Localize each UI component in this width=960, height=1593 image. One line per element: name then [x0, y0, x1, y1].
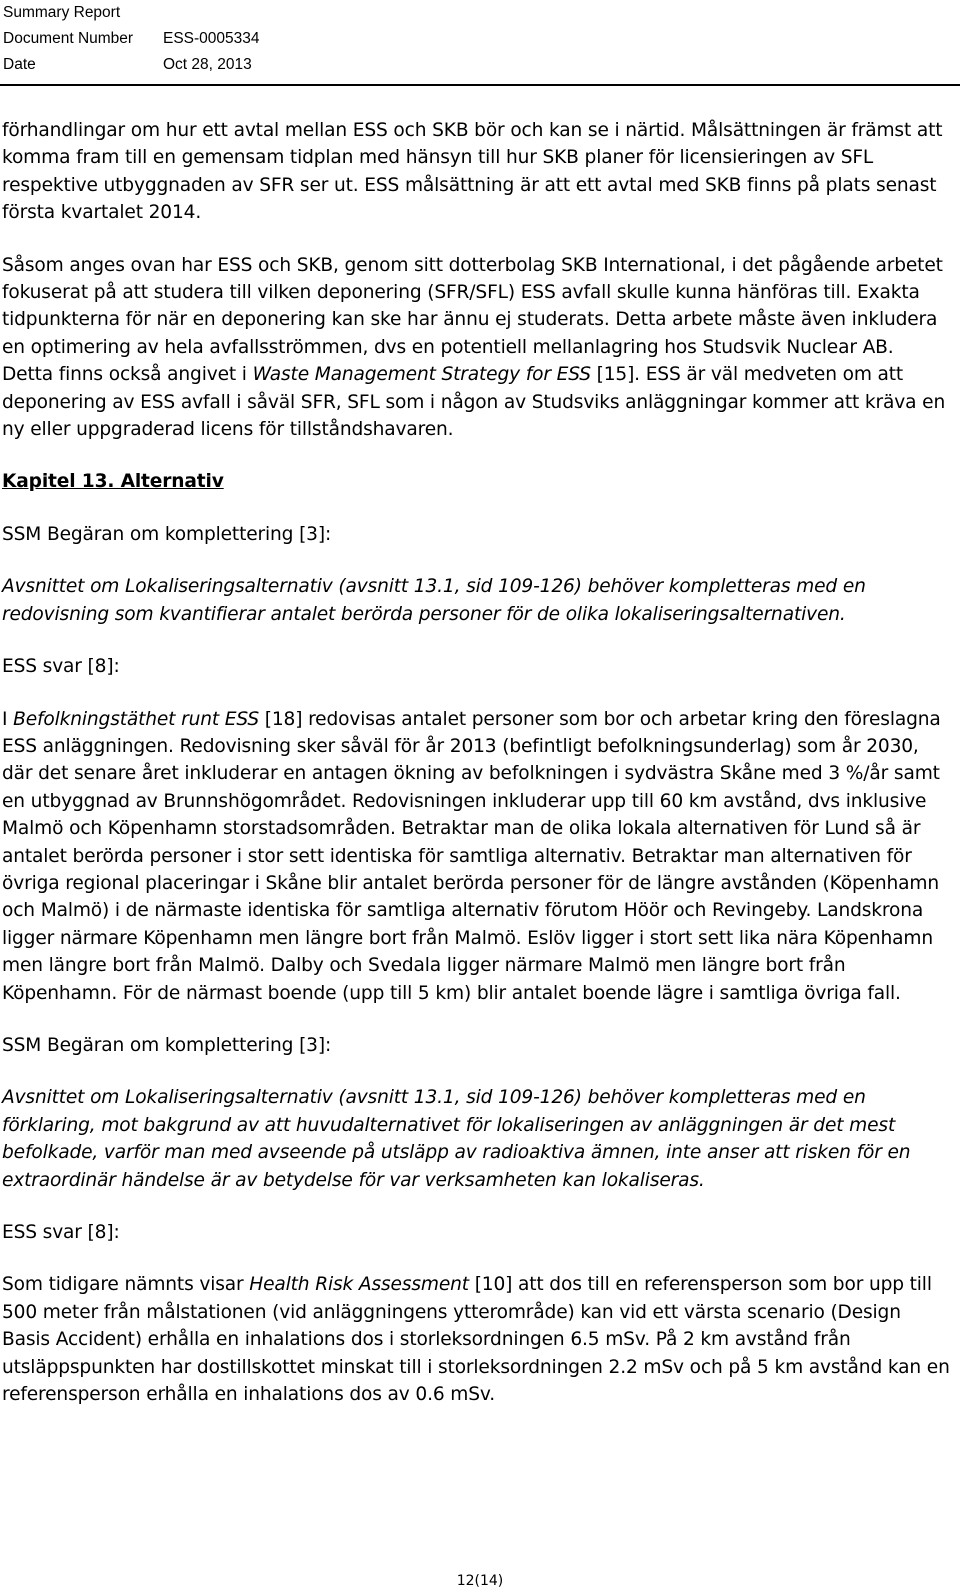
- page-header: [3, 0, 953, 78]
- paragraph-deposition: [2, 252, 950, 444]
- waste-management-reference: Waste Management Strategy for ESS: [252, 364, 591, 386]
- paragraph-deposition-text-b: [15]. ESS är väl medveten om att deponering av ESS avfall i såväl SFR, SFL som i någon av Studsviks anläggningar kommer att kräva en ny eller uppgraderad licens för tillståndshavaren.: [2, 364, 946, 441]
- ess-answer-label-2: ESS svar [8]:: [2, 1222, 120, 1243]
- chapter-heading: Kapitel 13. Alternativ: [2, 471, 224, 493]
- ess-answer-text-2: [2, 1271, 950, 1408]
- ess-answer-1-text-b: [18] redovisas antalet personer som bor och arbetar kring den föreslagna ESS anläggningen. Redovisning sker såväl för år 2013 (befintligt befolkningsunderlag) som år 2030, där det senare året inkluderar en antagen ökning av befolkningen i sydvästra Skåne med 3 %/år samt en utbyggnad av Brunnshögområdet. Redovisningen inkluderar upp till 60 km avstånd, dvs inklusive Malmö och Köpenhamn storstadsområden. Betraktar man de olika lokala alternativen för Lund så är antalet berörda personer i stor sett identiska för samtliga alternativ. Betraktar man alternativen för övriga regional placeringar i Skåne blir antalet berörda personer för de längre avstånden (Köpenhamn och Malmö) i de närmaste identiska för samtliga alternativ förutom Höör och Revingeby. Landskrona ligger närmare Köpenhamn men längre bort från Malmö. Eslöv ligger i stort sett lika nära Köpenhamn men längre bort från Malmö. Dalby och Svedala ligger närmare Malmö men längre bort från Köpenhamn. För de närmast boende (upp till 5 km) blir antalet boende lägre i samtliga övriga fall.: [2, 708, 941, 1004]
- ess-answer-text-1: [2, 706, 950, 1007]
- date-row: [3, 52, 953, 78]
- header-divider: [0, 84, 960, 86]
- document-number-value: ESS-0005334: [163, 30, 260, 47]
- page-number: 12(14): [456, 1573, 504, 1589]
- paragraph-deposition-text-a: Såsom anges ovan har ESS och SKB, genom sitt dotterbolag SKB International, i det pågående arbetet fokuserat på att studera till vilken deponering (SFR/SFL) ESS avfall skulle kunna hänföras till. Exakta tidpunkterna för när en deponering kan ske har ännu ej studerats. Detta arbete måste även inkludera en optimering av hela avfallsströmmen, dvs en potentiell mellanlagring hos Studsvik Nuclear AB. Detta finns också angivet i: [2, 254, 943, 386]
- paragraph-agreement: förhandlingar om hur ett avtal mellan ESS och SKB bör och kan se i närtid. Målsättningen är främst att komma fram till en gemensam tidplan med hänsyn till hur SKB planer för licensieringen av SFL respektive utbyggnaden av SFR ser ut. ESS målsättning är att ett avtal med SKB finns på plats senast första kvartalet 2014.: [2, 120, 943, 224]
- ssm-request-text-1: [2, 573, 950, 628]
- ssm-request-quote-2: Avsnittet om Lokaliseringsalternativ (avsnitt 13.1, sid 109-126) behöver kompletteras med en förklaring, mot bakgrund av att huvudalternativet för lokaliseringen av anläggningen är det mest befolkade, varför man med avseende på utsläpp av radioaktiva ämnen, inte anser att risken för en extraordinär händelse är av betydelse för var verksamheten kan lokaliseras.: [2, 1087, 911, 1191]
- date-label: Date: [3, 56, 36, 73]
- population-density-reference: Befolkningstäthet runt ESS: [13, 708, 259, 730]
- ess-answer-2-text-b: [10] att dos till en referensperson som bor upp till 500 meter från målstationen (vid anläggningens ytterområde) kan vid ett värsta scenario (Design Basis Accident) erhålla en inhalations dos i storleksordningen 6.5 mSv. På 2 km avstånd från utsläppspunkten har dostillskottet minskat till i storleksordningen 2.2 mSv och på 5 km avstånd kan en referensperson erhålla en inhalations dos av 0.6 mSv.: [2, 1274, 950, 1406]
- health-risk-reference: Health Risk Assessment: [249, 1274, 469, 1296]
- ess-answer-1-text-a: I: [2, 708, 14, 730]
- document-body: [2, 117, 950, 1408]
- document-number-row: [3, 26, 953, 52]
- ess-answer-label-1: ESS svar [8]:: [2, 656, 120, 678]
- ssm-request-text-2: [2, 1084, 950, 1194]
- document-number-label: Document Number: [3, 30, 134, 47]
- ess-answer-2-text-a: Som tidigare nämnts visar: [2, 1274, 250, 1296]
- report-title: Summary Report: [3, 4, 121, 21]
- ssm-request-quote-1: Avsnittet om Lokaliseringsalternativ (avsnitt 13.1, sid 109-126) behöver kompletteras med en redovisning som kvantifierar antalet berörda personer för de olika lokaliseringsalternativen.: [2, 576, 866, 625]
- ssm-request-label-2: SSM Begäran om komplettering [3]:: [2, 1034, 332, 1056]
- date-value: Oct 28, 2013: [163, 56, 252, 73]
- ssm-request-label-1: SSM Begäran om komplettering [3]:: [2, 523, 332, 545]
